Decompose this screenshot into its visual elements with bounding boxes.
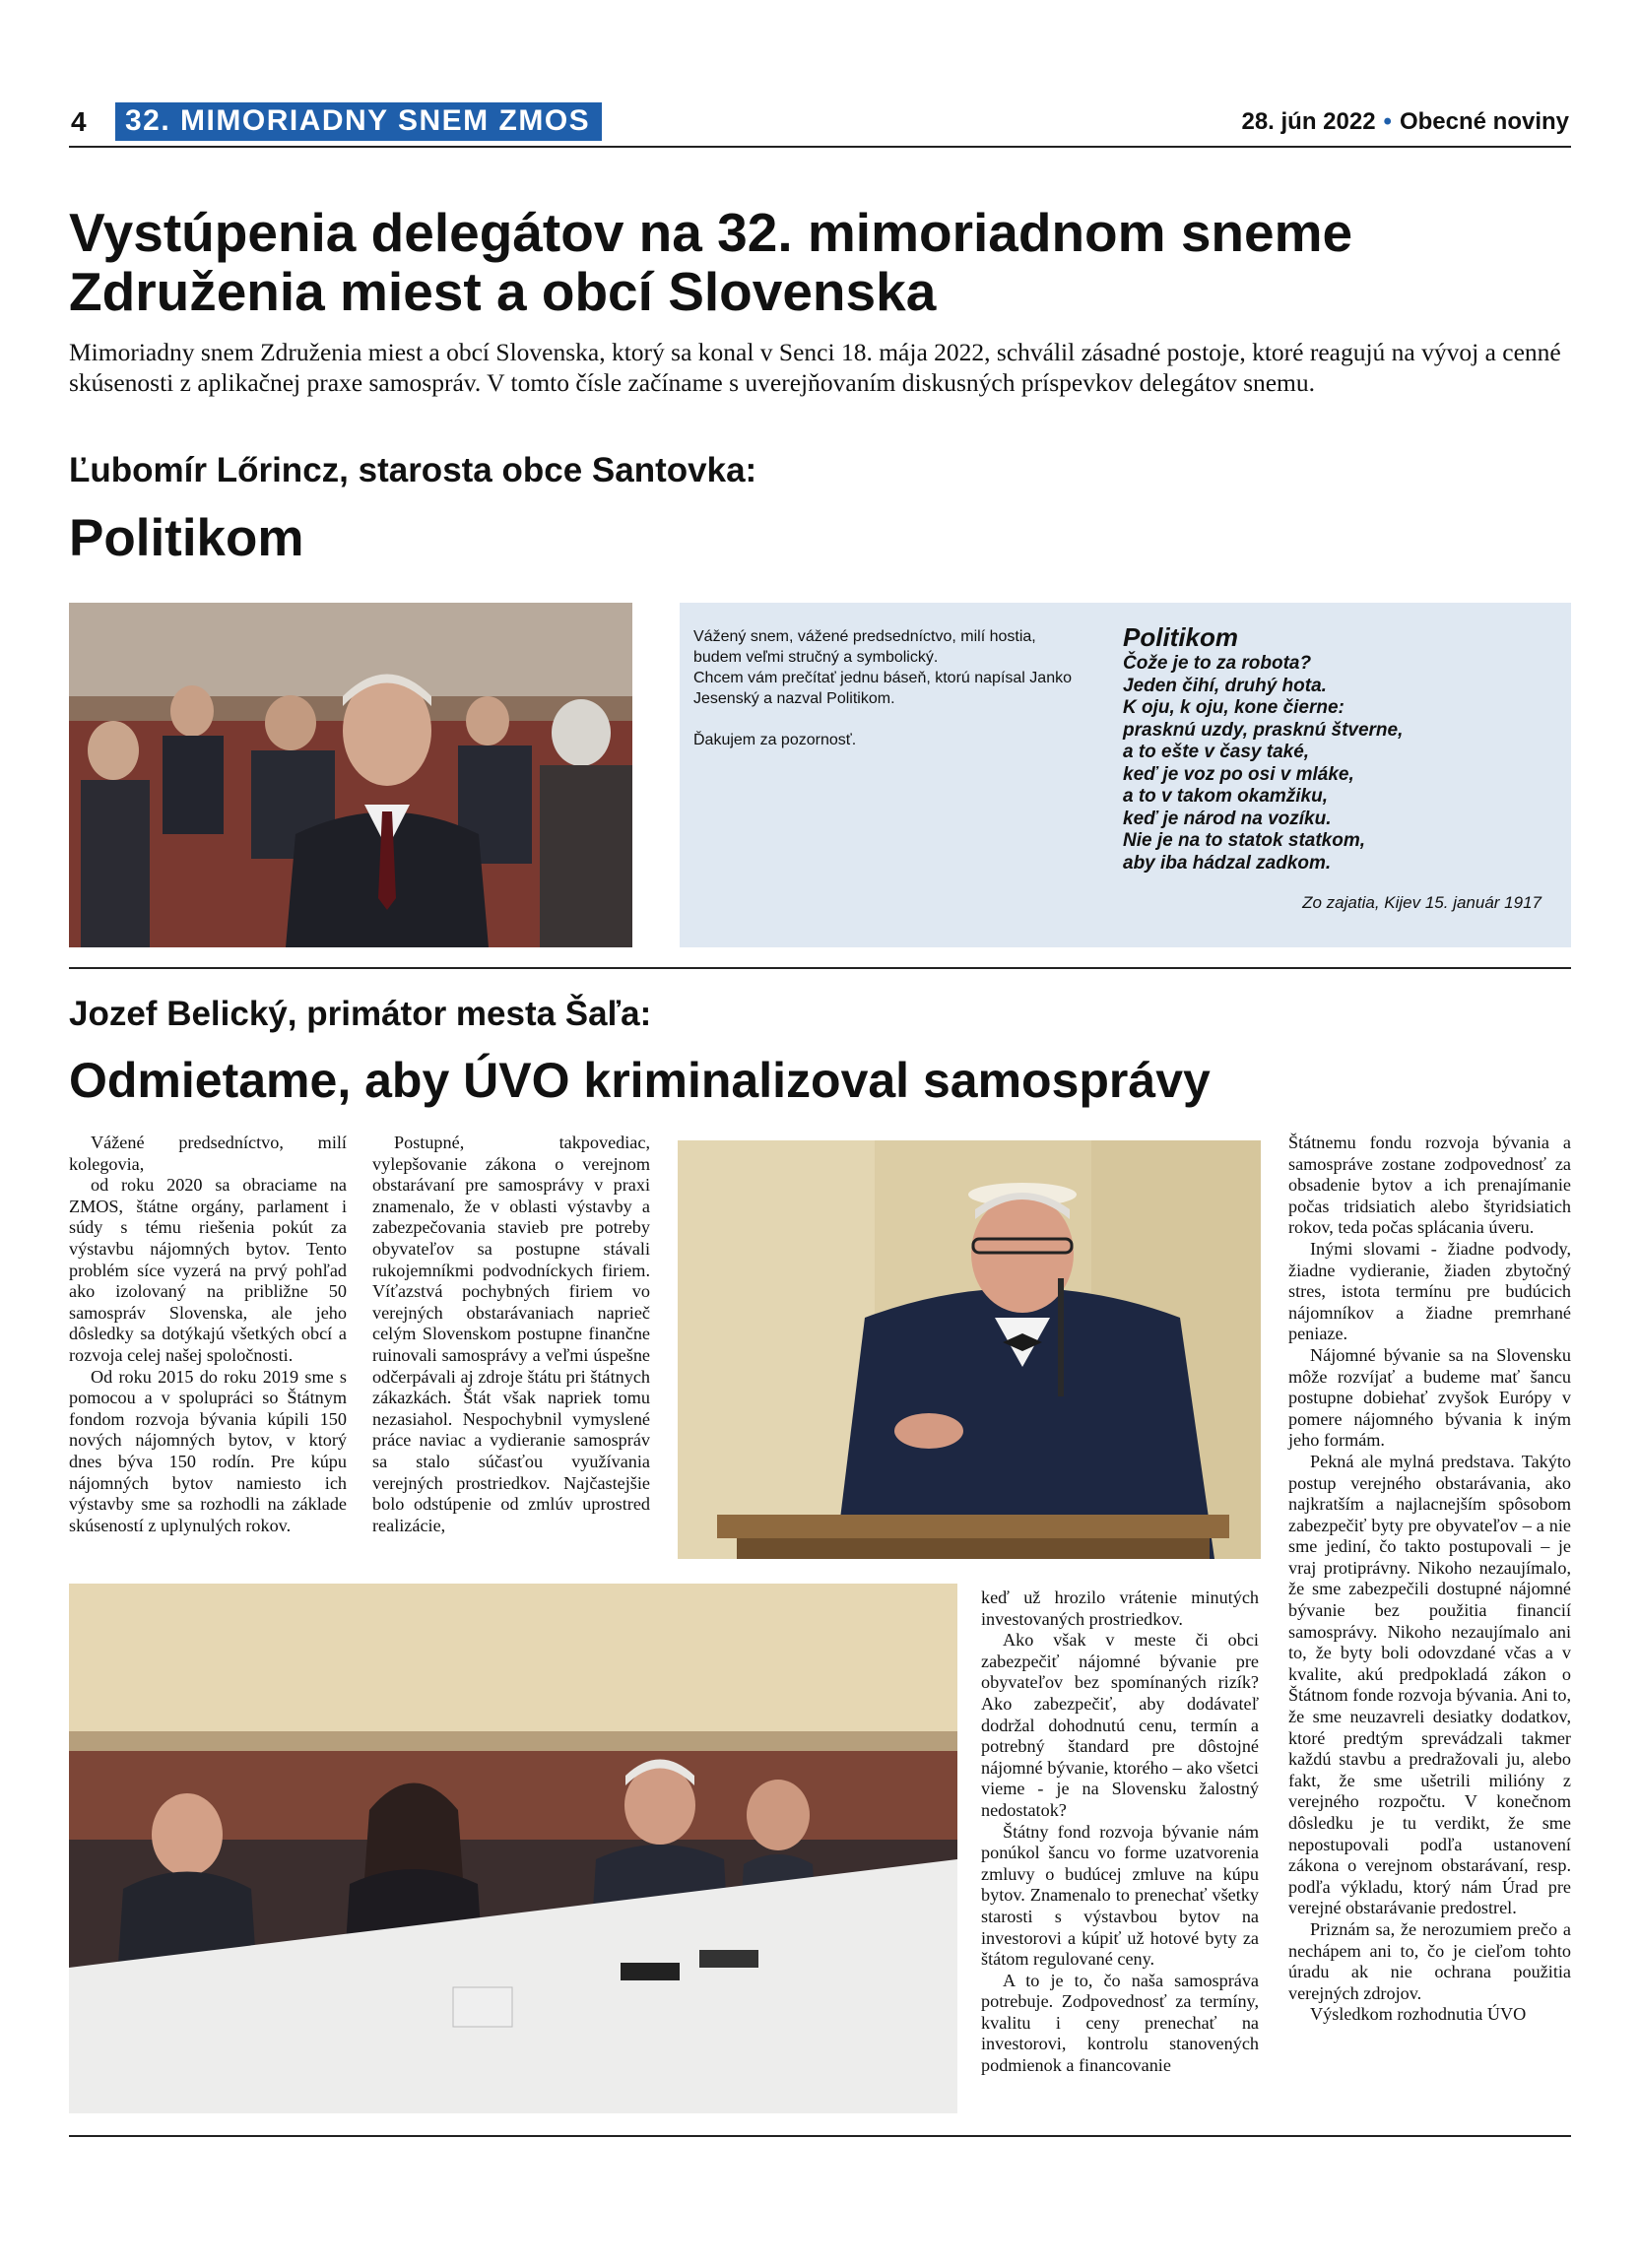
speech1-spacer [693,709,1092,730]
paragraph: keď už hrozilo vrátenie minutých investovaných prostriedkov. [981,1588,1259,1629]
paragraph: Výsledkom rozhodnutia ÚVO [1310,2004,1527,2025]
paragraph: Štátnemu fondu rozvoja bývania a samospráve zostane zodpovednosť za obsadenie bytov a ich prenajímanie počas tridsiatich alebo štyridsiatich rokov, teda počas splácania úveru. [1288,1133,1571,1238]
speaker2-byline: Jozef Belický, primátor mesta Šaľa: [69,995,652,1033]
article-intro: Mimoriadny snem Združenia miest a obcí Slovenska, ktorý sa konal v Senci 18. mája 2022, schválil zásadné postoje, ktoré reagujú na vývoj a cenné skúsenosti z aplikačnej praxe samospráv. V tomto čísle začíname s uverejňovaním diskusných príspevkov delegátov snemu. [69,338,1561,397]
poem-line: Jeden čihí, druhý hota. [1123,675,1327,696]
speech1-line: Chcem vám prečítať jednu báseň, ktorú napísal Janko Jesenský a nazval Politikom. [693,670,1072,707]
article-title: Vystúpenia delegátov na 32. mimoriadnom sneme Združenia miest a obcí Slovenska [69,202,1353,322]
column-2 [372,1133,650,1536]
poem-line: Čože je to za robota? [1123,653,1312,674]
photo-audience [69,1584,957,2113]
section-banner: 32. MIMORIADNY SNEM ZMOS [115,102,602,141]
poem [1123,622,1556,875]
paragraph: Priznám sa, že nerozumiem prečo a nechápem ani to, čo je cieľom tohto úradu ak nie ochrana použitia verejných zdrojov. [1288,1918,1571,2003]
page-number: 4 [71,106,87,137]
issue-info [1241,108,1569,136]
speaker2-headline: Odmietame, aby ÚVO kriminalizoval samosprávy [69,1053,1211,1108]
paragraph: Od roku 2015 do roku 2019 sme s pomocou a v spolupráci so Štátnym fondom rozvoja bývania kúpili 150 nových nájomných bytov, v ktorý dnes býva 150 rodín. Pre kúpu nájomných bytov namiesto ich výstavby sme sa rozhodli na základe skúseností z uplynulých rokov. [69,1366,347,1535]
publication-name: Obecné noviny [1399,108,1569,135]
speech1-line: Vážený snem, vážené predsedníctvo, milí hostia, [693,628,1036,645]
issue-date: 28. jún 2022 [1241,108,1376,135]
paragraph: Postupné, takpovediac, vylepšovanie zákona o verejnom obstarávaní pre samosprávy v praxi znamenalo, že v oblasti výstavby a zabezpečovania stavieb pre potreby obyvateľov sa postupne stávali rukojemníkmi podvodníckych firiem. Víťazstvá pochybných firiem vo verejných obstarávaniach naprieč celým Slovenskom postupne finančne ruinovali samosprávy a veľmi úspešne odčerpávali aj zdroje štátu pri štátnych zákazkách. Štát však napriek tomu nezasiahol. Nespochybnil vymyslené práce naviac a vydieranie samospráv sa stalo súčasťou využívania verejných prostriedkov. Najčastejšie bolo odstúpenie od zmlúv uprostred realizácie, [372,1133,650,1535]
speech1-line: Ďakujem za pozornosť. [693,732,857,748]
poem-line: aby iba hádzal zadkom. [1123,852,1332,874]
paragraph: Nájomné bývanie sa na Slovensku môže rozvíjať a budeme mať šancu postupne dobiehať zvyšok Európy v pomere nájomného bývania k iným jeho formám. [1288,1344,1571,1451]
photo-speaker2 [678,1140,1261,1559]
poem-line: prasknú uzdy, prasknú štverne, [1123,719,1404,741]
paragraph: A to je to, čo naša samospráva potrebuje. Zodpovednosť za termíny, kvalitu i ceny prenechať na investorovi, kontrolu stanovených podmienok a financovanie [981,1970,1259,2076]
paragraph: od roku 2020 sa obraciame na ZMOS, štátne orgány, parlament i súdy s tému riešenia pokút za výstavbu nájomných bytov. Tento problém síce vyzerá na prvý pohľad ako izolovaný na približne 50 samospráv Slovenska, ale jeho dôsledky sa dotýkajú všetkých obcí a rozvoja celej našej spoločnosti. [69,1175,347,1365]
poem-line: a to v takom okamžiku, [1123,786,1329,807]
speaker1-headline: Politikom [69,509,304,567]
poem-line: K oju, k oju, kone čierne: [1123,697,1345,718]
column-4 [1288,1133,1571,2026]
separator-dot: • [1383,108,1392,135]
section-divider [69,967,1571,969]
poem-line: Nie je na to statok statkom, [1123,830,1366,851]
column-3 [981,1588,1259,2077]
footer-rule [69,2135,1571,2137]
paragraph: Ako však v meste či obci zabezpečiť nájomné bývanie pre obyvateľov bez spomínaných rizík? Ako zabezpečiť, aby dodávateľ dodržal dohodnutú cenu, termín a potrebný štandard pre dôstojné nájomné bývanie, ktorého – ako všetci vieme - je na Slovensku žalostný nedostatok? [981,1630,1259,1820]
poem-line: a to ešte v časy také, [1123,742,1310,762]
paragraph: Inými slovami - žiadne podvody, žiadne vydieranie, žiaden zbytočný stres, istota termínu pre budúcich nájomníkov a žiadne premrhané peniaze. [1288,1238,1571,1344]
poem-source: Zo zajatia, Kijev 15. január 1917 [1302,893,1542,912]
photo-speaker1 [69,603,632,947]
speech1-line: budem veľmi stručný a symbolický. [693,649,939,666]
column-1 [69,1133,347,1536]
speech1-text [693,626,1092,750]
paragraph: Pekná ale mylná predstava. Takýto postup verejného obstarávania, ako najkratším a najlacnejším spôsobom zabezpečiť byty pre obyvateľov – a nie sme jediní, čo takto postupovali – je vraj protiprávny. Nikoho nezaujímalo, že sme zabezpečili dostupné nájomné bývanie bez použitia financií samosprávy. Nikoho nezaujímalo ani to, že byty boli odovzdané včas a v kvalite, akú predpokladá zákon o Štátnom fonde rozvoja bývania. Ani to, že sme neuzavreli desiatky dodatkov, ktoré predtým sprevádzali takmer každú stavbu a predražovali ju, alebo fakt, že sme ušetrili milióny z verejného rozpočtu. V konečnom dôsledku je tu verdikt, že sme nepostupovali podľa ustanovení zákona o verejnom obstarávaní, resp. podľa výkladu, ktorý nám Úrad pre verejné obstarávanie predostrel. [1288,1451,1571,1918]
poem-line: keď je voz po osi v mláke, [1123,763,1354,785]
paragraph: Štátny fond rozvoja bývanie nám ponúkol šancu vo forme uzatvorenia zmluvy o budúcej zmluve na kúpu bytov. Znamenalo to prenechať všetky starosti s výstavbou bytov na investorovi a kúpiť už hotové byty za štátom regulované ceny. [981,1821,1259,1970]
speaker1-byline: Ľubomír Lőrincz, starosta obce Santovka: [69,451,757,489]
quote-box [680,603,1571,947]
poem-line: keď je národ na vozíku. [1123,808,1332,829]
paragraph: Vážené predsedníctvo, milí kolegovia, [69,1133,347,1174]
poem-title: Politikom [1123,622,1239,652]
header-rule [69,146,1571,148]
